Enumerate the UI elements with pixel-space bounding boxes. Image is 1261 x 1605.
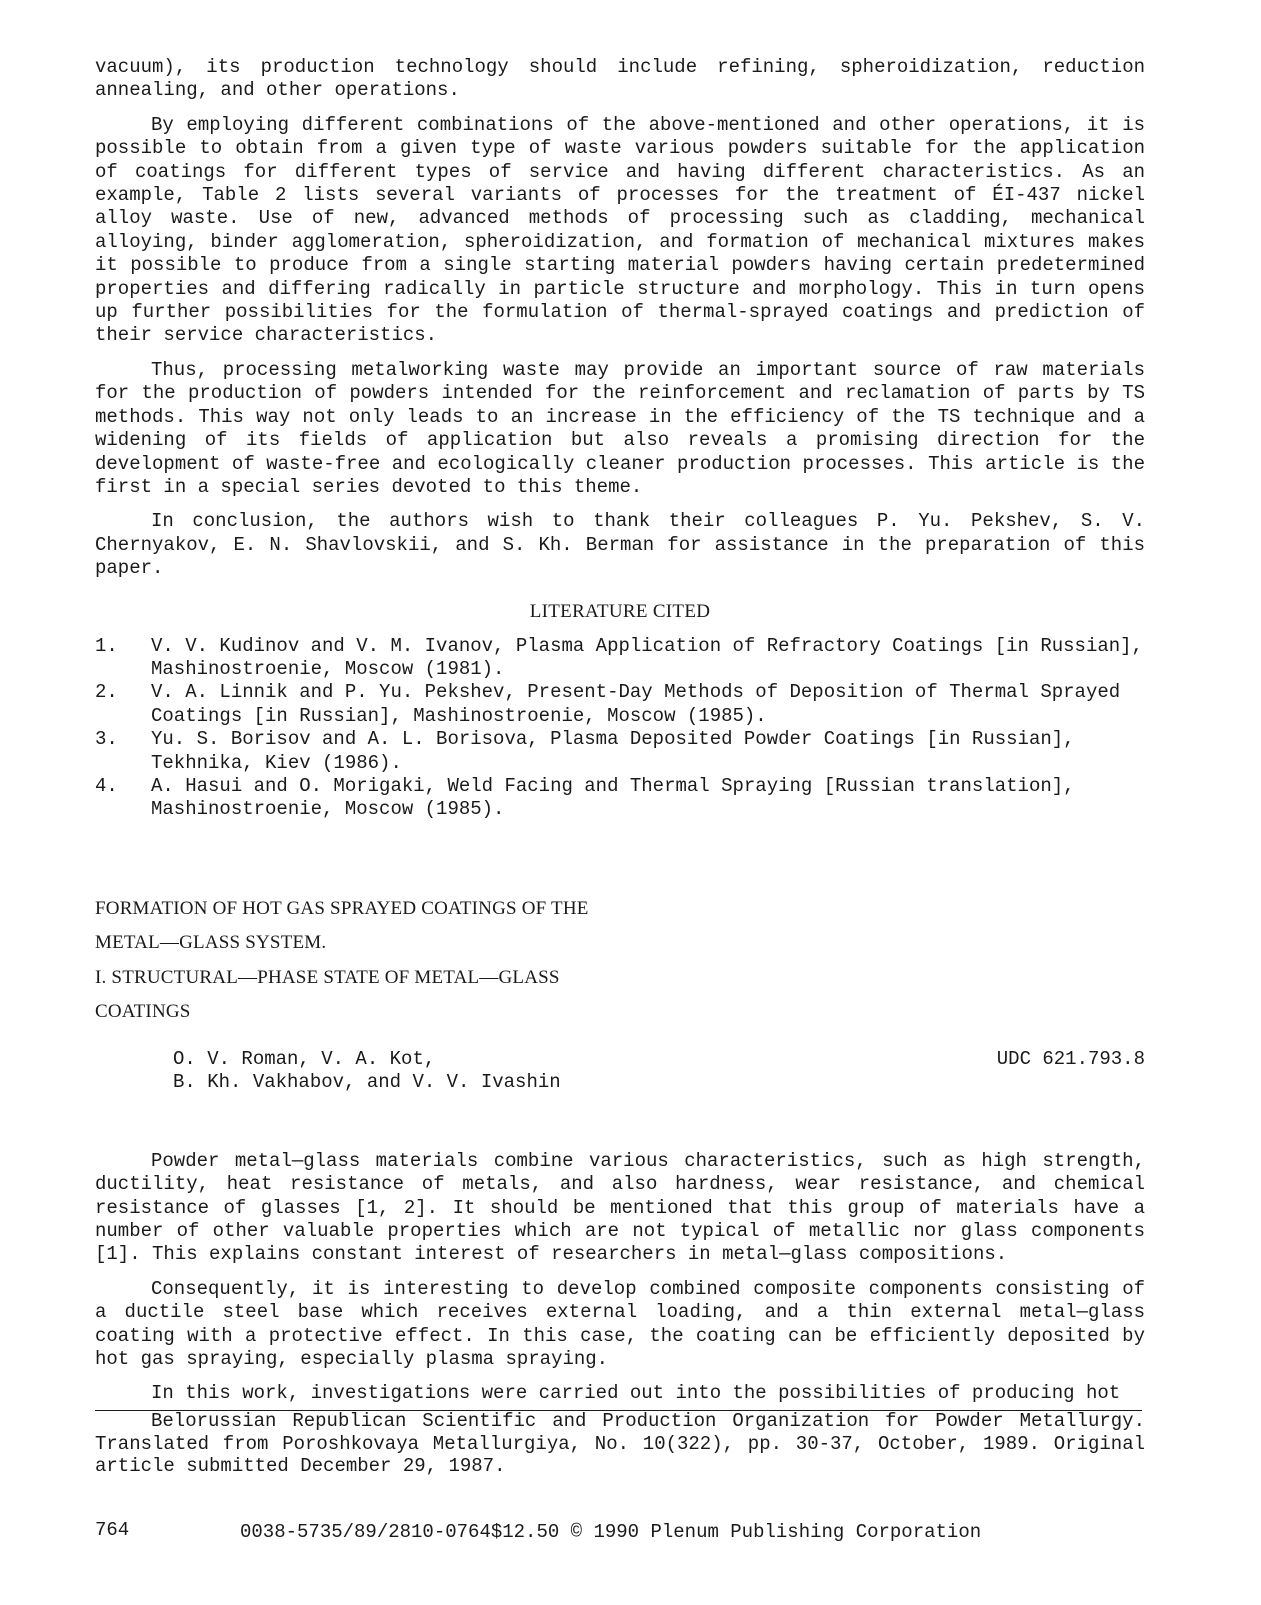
page-content <box>95 56 1145 1417</box>
reference-item <box>95 681 1145 728</box>
reference-item <box>95 728 1145 775</box>
reference-list <box>95 635 1145 822</box>
author-line: O. V. Roman, V. A. Kot, <box>173 1047 436 1070</box>
literature-cited-heading: LITERATURE CITED <box>529 600 711 622</box>
reference-number: 1. <box>95 634 118 657</box>
paragraph-continuation: vacuum), its production technology should include refining, spheroidization, reduction annealing, and other operations. <box>95 56 1145 102</box>
udc-code: UDC 621.793.8 <box>996 1047 1145 1070</box>
reference-text: V. A. Linnik and P. Yu. Pekshev, Present-Day Methods of Deposition of Thermal Sprayed Coatings [in Russian], Mashinostroenie, Moscow (1985). <box>151 681 1121 727</box>
paragraph-metal-glass-intro: Powder metal—glass materials combine various characteristics, such as high strength, ductility, heat resistance of metals, and also hardness, wear resistance, and chemical resistance of glasses [1, 2]. It should be mentioned that this group of materials have a number of other valuable properties which are not typical of metallic nor glass components [1]. This explains constant interest of researchers in metal—glass compositions. <box>95 1149 1145 1266</box>
reference-item <box>95 775 1145 822</box>
paragraph-waste-processing: Thus, processing metalworking waste may provide an important source of raw materials for the production of powders intended for the reinforcement and reclamation of parts by TS methods. This way not only leads to an increase in the efficiency of the TS technique and a widening of its fields of application but also reveals a promising direction for the development of waste-free and ecologically cleaner production processes. This article is the first in a special series devoted to this theme. <box>95 358 1145 498</box>
page-number: 764 <box>95 1519 130 1541</box>
reference-item <box>95 635 1145 682</box>
issn-copyright: 0038-5735/89/2810-0764$12.50 © 1990 Plenum Publishing Corporation <box>240 1521 982 1543</box>
article-title-line: I. STRUCTURAL—PHASE STATE OF METAL—GLASS <box>95 966 560 988</box>
reference-text: V. V. Kudinov and V. M. Ivanov, Plasma Application of Refractory Coatings [in Russian], Mashinostroenie, Moscow (1981). <box>151 634 1143 680</box>
paragraph-acknowledgment: In conclusion, the authors wish to thank their colleagues P. Yu. Pekshev, S. V. Chernyakov, E. N. Shavlovskii, and S. Kh. Berman for assistance in the preparation of this paper. <box>95 510 1145 580</box>
reference-number: 2. <box>95 681 118 704</box>
reference-text: Yu. S. Borisov and A. L. Borisova, Plasma Deposited Powder Coatings [in Russian], Tekhnika, Kiev (1986). <box>151 728 1075 774</box>
reference-number: 4. <box>95 774 118 797</box>
article-title <box>95 896 1145 1034</box>
paragraph-processing-combinations: By employing different combinations of the above-mentioned and other operations, it is possible to obtain from a given type of waste various powders suitable for the application of coatings for different types of service and having different characteristics. As an example, Table 2 lists several variants of processes for the treatment of ÉI-437 nickel alloy waste. Use of new, advanced methods of processing such as cladding, mechanical alloying, binder agglomeration, spheroidization, and formation of mechanical mixtures makes it possible to produce from a single starting material powders having certain predetermined properties and differing radically in particle structure and morphology. This in turn opens up further possibilities for the formulation of thermal-sprayed coatings and prediction of their service characteristics. <box>95 113 1145 347</box>
article-title-line: FORMATION OF HOT GAS SPRAYED COATINGS OF THE <box>95 897 589 919</box>
article-title-line: METAL—GLASS SYSTEM. <box>95 932 327 954</box>
paragraph-composite-components: Consequently, it is interesting to develop combined composite components consisting of a ductile steel base which receives external loading, and a thin external metal—glass coating with a protective effect. In this case, the coating can be efficiently deposited by hot gas spraying, especially plasma spraying. <box>95 1277 1145 1371</box>
author-list <box>173 1048 561 1094</box>
authors-block <box>95 1048 1145 1132</box>
reference-text: A. Hasui and O. Morigaki, Weld Facing and Thermal Spraying [Russian translation], Mashinostroenie, Moscow (1985). <box>151 774 1075 821</box>
article-title-line: COATINGS <box>95 1001 191 1023</box>
author-line: B. Kh. Vakhabov, and V. V. Ivashin <box>173 1070 561 1093</box>
article-body <box>95 1150 1145 1406</box>
reference-number: 3. <box>95 728 118 751</box>
paragraph-investigations: In this work, investigations were carried out into the possibilities of producing hot <box>151 1382 1121 1405</box>
footnote-affiliation: Belorussian Republican Scientific and Production Organization for Powder Metallurgy. Translated from Poroshkovaya Metallurgiya, No. 10(322), pp. 30-37, October, 1989. Original article submitted December 29, 1987. <box>95 1410 1145 1477</box>
